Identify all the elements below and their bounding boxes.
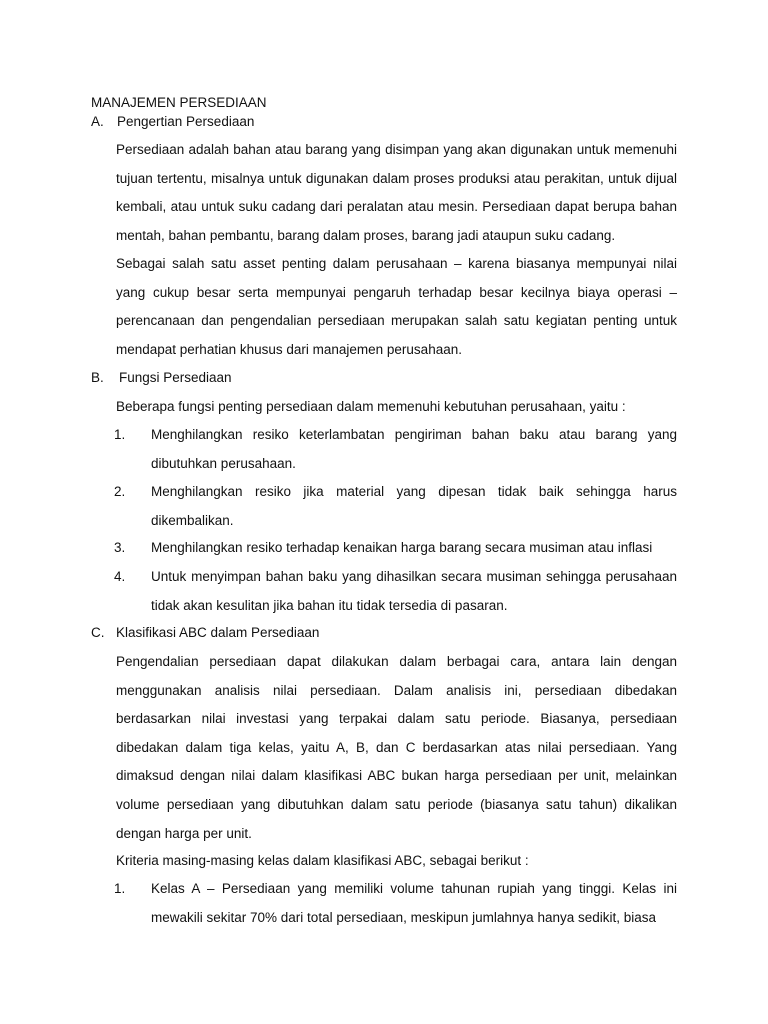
list-item (114, 563, 677, 621)
section-b-heading (91, 369, 391, 387)
list-item (114, 478, 677, 536)
paragraph: Beberapa fungsi penting persediaan dalam memenuhi kebutuhan perusahaan, yaitu : (116, 399, 626, 414)
section-letter: B. (91, 370, 104, 385)
list-number: 4. (114, 569, 126, 584)
paragraph: Kriteria masing-masing kelas dalam klasifikasi ABC, sebagai berikut : (116, 853, 529, 868)
section-title: Fungsi Persediaan (119, 370, 232, 385)
list-text: Menghilangkan resiko jika material yang dipesan tidak baik sehingga harus dikembalikan. (151, 484, 677, 528)
paragraph: Persediaan adalah bahan atau barang yang disimpan yang akan digunakan untuk memenuhi tujuan tertentu, misalnya untuk digunakan dalam proses produksi atau perakitan, untuk dijual kembali, atau untuk suku cadang dari peralatan atau mesin. Persediaan dapat berupa bahan mentah, bahan pembantu, barang dalam proses, barang jadi ataupun suku cadang. (116, 142, 677, 243)
list-text: Menghilangkan resiko terhadap kenaikan harga barang secara musiman atau inflasi (151, 540, 653, 555)
list-text: Kelas A – Persediaan yang memiliki volume tahunan rupiah yang tinggi. Kelas ini mewakili sekitar 70% dari total persediaan, meskipun jumlahnya hanya sedikit, biasa (151, 881, 677, 925)
list-item (114, 534, 677, 563)
list-number: 3. (114, 540, 126, 555)
section-title: Klasifikasi ABC dalam Persediaan (116, 625, 320, 640)
paragraph: Pengendalian persediaan dapat dilakukan dalam berbagai cara, antara lain dengan menggunakan analisis nilai persediaan. Dalam analisis ini, persediaan dibedakan berdasarkan nilai investasi yang terpakai dalam satu periode. Biasanya, persediaan dibedakan dalam tiga kelas, yaitu A, B, dan C berdasarkan atas nilai persediaan. Yang dimaksud dengan nilai dalam klasifikasi ABC bukan harga persediaan per unit, melainkan volume persediaan yang dibutuhkan dalam satu periode (biasanya satu tahun) dikalikan dengan harga per unit. (116, 654, 677, 841)
document-title: MANAJEMEN PERSEDIAAN (91, 95, 267, 110)
list-text: Untuk menyimpan bahan baku yang dihasilkan secara musiman sehingga perusahaan tidak akan kesulitan jika bahan itu tidak tersedia di pasaran. (151, 569, 677, 613)
list-number: 2. (114, 484, 126, 499)
paragraph: Sebagai salah satu asset penting dalam perusahaan – karena biasanya mempunyai nilai yang cukup besar serta mempunyai pengaruh terhadap besar kecilnya biaya operasi – perencanaan dan pengendalian persediaan merupakan salah satu kegiatan penting untuk mendapat perhatian khusus dari manajemen perusahaan. (116, 256, 677, 357)
list-number: 1. (114, 427, 126, 442)
section-letter: C. (91, 625, 105, 640)
section-title: Pengertian Persediaan (117, 114, 255, 129)
list-item (114, 421, 677, 479)
section-a-heading (91, 113, 391, 131)
list-text: Menghilangkan resiko keterlambatan pengiriman bahan baku atau barang yang dibutuhkan perusahaan. (151, 427, 677, 471)
list-item (114, 875, 677, 933)
section-c-heading (91, 624, 411, 642)
section-letter: A. (91, 114, 104, 129)
list-number: 1. (114, 881, 126, 896)
